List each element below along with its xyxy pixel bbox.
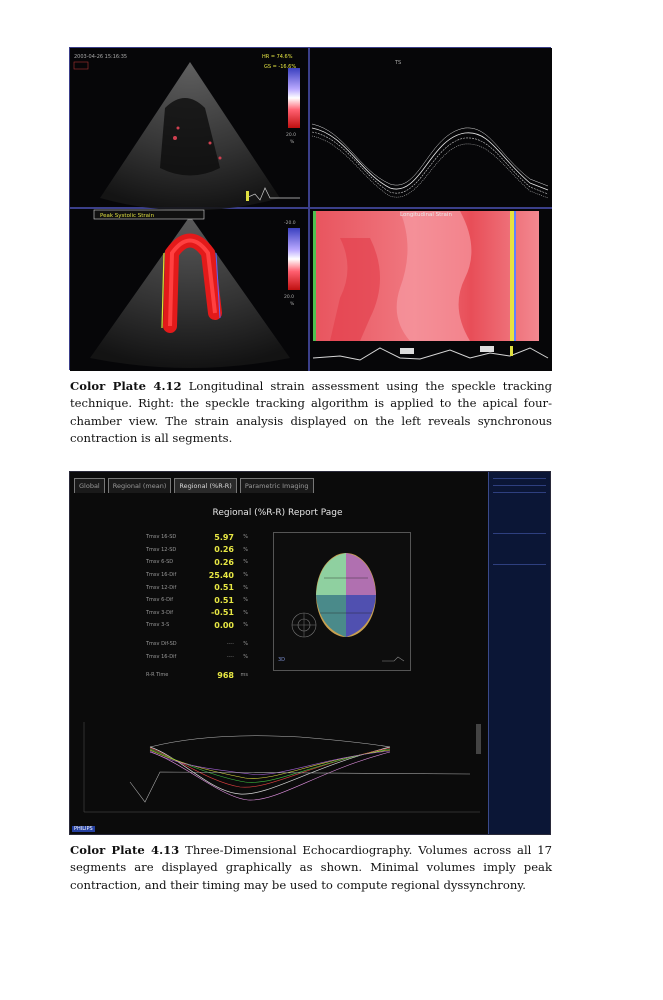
row-unit: %: [243, 622, 248, 629]
volume-curves-plot: [70, 712, 485, 822]
caption-label: Color Plate 4.13: [70, 843, 180, 857]
table-row: [146, 531, 256, 544]
table-row: [146, 650, 256, 663]
row-unit: %: [243, 546, 248, 553]
table-row: [146, 594, 256, 607]
row-unit: %: [243, 534, 248, 541]
row-value: 0.51: [214, 595, 234, 605]
row-value: -0.51: [210, 608, 234, 618]
row-value: 5.97: [214, 532, 234, 542]
row-label: Tmsv 6-SD: [146, 559, 174, 566]
table-row: [146, 544, 256, 557]
3d-volume-viewer[interactable]: [273, 532, 411, 671]
table-row: [146, 607, 256, 620]
table-row: [146, 638, 256, 651]
row-label: Tmsv 16-Dif: [146, 653, 177, 660]
row-value: 0.26: [214, 545, 234, 555]
row-label: Tmsv 16-SD: [146, 534, 177, 541]
row-label: Tmsv Dif-SD: [146, 641, 177, 648]
scale-top-label: -20.0: [284, 221, 296, 226]
caption-text: Longitudinal strain assessment using the speckle tracking technique. Right: the speckle tracking algorithm is applied to the apical four-chamber view. The strain analysis displayed on the left reveals synchronous contraction is all segments.: [70, 379, 552, 445]
caption-color-plate-4-13: [70, 842, 552, 894]
color-plate-4-12-figure: [69, 47, 551, 370]
tab-parametric-imaging[interactable]: Parametric Imaging: [240, 478, 314, 493]
row-unit: %: [243, 559, 248, 566]
scale-unit-2: %: [290, 302, 295, 307]
ts-label: TS: [395, 60, 402, 66]
svg-text:3D: 3D: [278, 657, 286, 663]
row-unit: %: [243, 572, 248, 579]
row-label: Tmsv 6-Dif: [146, 597, 174, 604]
gs-readout: GS = -16.6%: [264, 64, 297, 70]
philips-logo: PHILIPS: [74, 826, 93, 832]
caption-text: Three-Dimensional Echocardiography. Volumes across all 17 segments are displayed graphically as shown. Minimal volumes imply peak contraction, and their timing may be used to compute regional dyssynchrony.: [70, 843, 552, 892]
table-row: [146, 669, 256, 682]
row-value: ----: [226, 653, 234, 660]
row-unit: %: [243, 609, 248, 616]
row-label: Tmsv 3-Dif: [146, 609, 174, 616]
row-value: 25.40: [208, 570, 234, 580]
regional-values-table: [146, 531, 256, 682]
hr-readout: HR = 74.6%: [262, 54, 293, 60]
side-info-panel: [488, 472, 550, 834]
row-value: 0.26: [214, 557, 234, 567]
caption-color-plate-4-12: [70, 378, 552, 447]
table-row: [146, 569, 256, 582]
row-label: Tmsv 12-Dif: [146, 584, 177, 591]
row-unit: %: [243, 653, 248, 660]
row-label: Tmsv 12-SD: [146, 546, 177, 553]
tab-regional-rr[interactable]: Regional (%R-R): [174, 478, 236, 493]
row-value: 0.00: [214, 620, 234, 630]
row-unit: %: [243, 641, 248, 648]
tab-global[interactable]: Global: [74, 478, 105, 493]
segmental-model: [274, 533, 412, 672]
scale-unit: %: [290, 140, 295, 145]
scale-bottom-label: 20.0: [286, 133, 297, 138]
scale-bottom-label-2: 20.0: [284, 295, 295, 300]
tab-regional-mean[interactable]: Regional (mean): [108, 478, 172, 493]
row-value: 968: [217, 670, 234, 680]
row-unit: %: [243, 597, 248, 604]
table-row: [146, 581, 256, 594]
row-value: ----: [226, 641, 234, 648]
bottom-right-strain-map: [313, 211, 548, 360]
table-row: [146, 619, 256, 632]
report-page-title: Regional (%R-R) Report Page: [212, 508, 343, 518]
row-value: 0.51: [214, 583, 234, 593]
timestamp-text: 2003-04-26 15:16:35: [74, 54, 128, 60]
report-tab-bar: [70, 478, 485, 494]
row-label: R-R Time: [146, 672, 169, 679]
table-row: [146, 556, 256, 569]
row-label: Tmsv 3-S: [146, 622, 170, 629]
row-label: Tmsv 16-Dif: [146, 572, 177, 579]
speckle-tracking-composite: [70, 48, 552, 371]
caption-label: Color Plate 4.12: [70, 379, 182, 393]
color-plate-4-13-figure: [69, 471, 551, 835]
longitudinal-strain-title: Longitudinal Strain: [400, 212, 452, 218]
peak-systolic-strain-title: Peak Systolic Strain: [100, 213, 155, 219]
row-unit: %: [243, 584, 248, 591]
row-unit: ms: [240, 672, 248, 679]
